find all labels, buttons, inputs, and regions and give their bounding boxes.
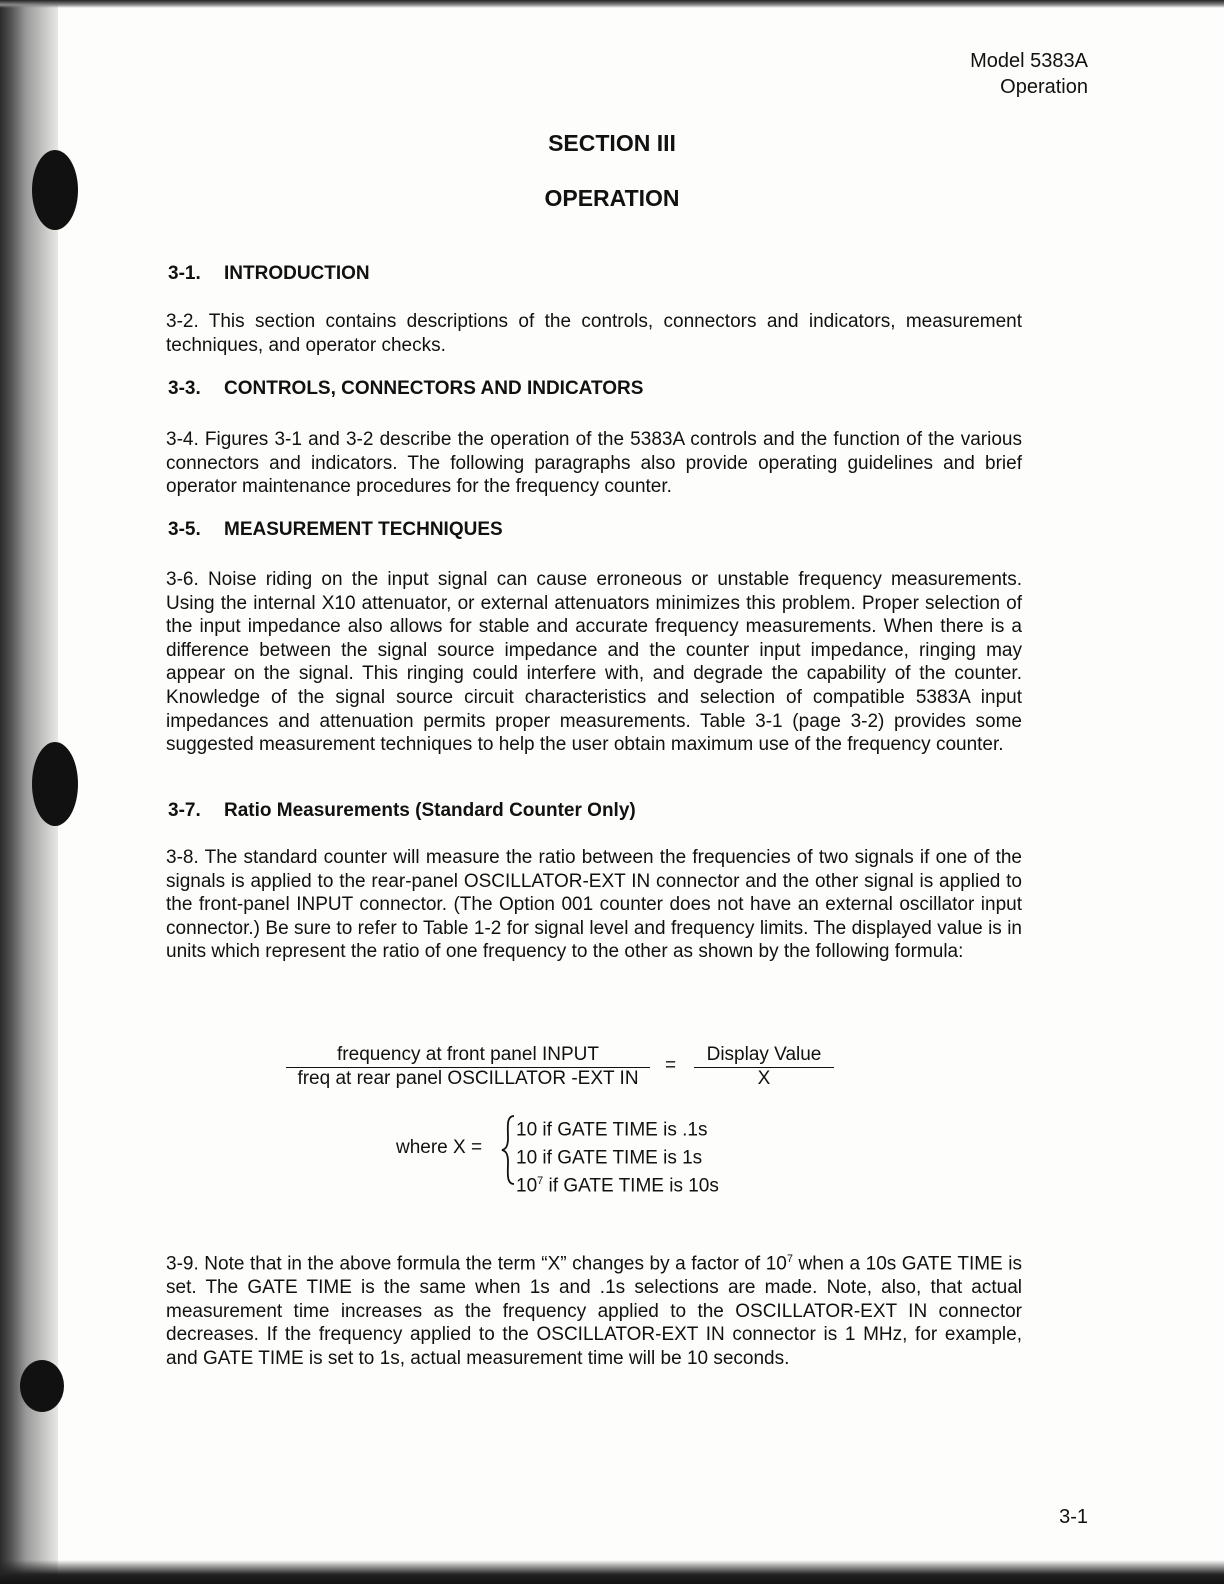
formula-case: 10 if GATE TIME is 1s	[516, 1147, 703, 1169]
formula-case: $10^7$ if GATE TIME is 10s	[516, 1174, 719, 1196]
heading-ratio-measurements	[168, 800, 636, 822]
formula-cases	[516, 1114, 719, 1197]
paragraph-3-4: 3-4. Figures 3-1 and 3-2 describe the operation of the 5383A controls and the function of the various connectors and indicators. The following paragraphs also provide operating guidelines and brief operator maintenance procedures for the frequency counter.	[166, 429, 1022, 498]
formula-lhs-fraction	[286, 1044, 650, 1090]
heading-number: 3-3.	[168, 378, 201, 399]
paragraph-3-6: 3-6. Noise riding on the input signal can cause erroneous or unstable frequency measurements. Using the internal X10 attenuator, or external attenuators minimizes this problem. Proper selection of the input impedance also allows for stable and accurate frequency measurements. When there is a difference between the signal source impedance and the counter input impedance, ringing may appear on the signal. This ringing could interfere with, and degrade the capability of the counter. Knowledge of the signal source circuit characteristics and selection of compatible 5383A input impedances and attenuation permits proper measurements. Table 3-1 (page 3-2) provides some suggested measurement techniques to help the user obtain maximum use of the frequency counter.	[166, 569, 1022, 756]
binder-hole	[32, 742, 78, 826]
heading-number: 3-7.	[168, 800, 201, 821]
heading-introduction	[168, 263, 370, 285]
heading-controls	[168, 378, 643, 400]
binder-hole	[20, 1360, 64, 1412]
heading-text: Ratio Measurements (Standard Counter Only)	[224, 800, 636, 821]
paragraph-3-2: 3-2. This section contains descriptions of the controls, connectors and indicators, measurement techniques, and operator checks.	[166, 311, 1022, 356]
formula-lhs-numerator: frequency at front panel INPUT	[286, 1044, 650, 1068]
section-subtitle: OPERATION	[544, 185, 680, 211]
heading-text: INTRODUCTION	[224, 263, 370, 284]
formula-rhs-fraction	[694, 1044, 834, 1090]
formula-lhs-denominator: freq at rear panel OSCILLATOR -EXT IN	[297, 1068, 639, 1089]
scan-top-edge	[0, 0, 1224, 8]
paragraph-3-8: 3-8. The standard counter will measure the ratio between the frequencies of two signals if one of the signals is applied to the rear-panel OSCILLATOR-EXT IN connector and the other signal is applied to the front-panel INPUT connector. (The Option 001 counter does not have an external oscillator input connector.) Be sure to refer to Table 1-2 for signal level and frequency limits. The displayed value is in units which represent the ratio of one frequency to the other as shown by the following formula:	[166, 847, 1022, 963]
heading-text: CONTROLS, CONNECTORS AND INDICATORS	[224, 378, 644, 399]
heading-text: MEASUREMENT TECHNIQUES	[224, 519, 503, 540]
formula-brace	[500, 1114, 516, 1186]
heading-number: 3-1.	[168, 263, 201, 284]
heading-number: 3-5.	[168, 519, 201, 540]
formula-rhs-numerator: Display Value	[694, 1044, 834, 1068]
formula-case: 10 if GATE TIME is .1s	[516, 1119, 708, 1141]
formula-where-label: where X =	[396, 1137, 483, 1158]
scan-bottom-edge	[0, 1560, 1224, 1584]
paragraph-3-9: 3-9. Note that in the above formula the term “X” changes by a factor of $10^7$ when a 10s GATE TIME is set. The GATE TIME is the same when 1s and .1s selections are made. Note, also, that actual measurement time increases as the frequency applied to the OSCILLATOR-EXT IN connector decreases. If the frequency applied to the OSCILLATOR-EXT IN connector is 1 MHz, for example, and GATE TIME is set to 1s, actual measurement time will be 10 seconds.	[166, 1253, 1022, 1369]
section-name: Operation	[1000, 76, 1088, 98]
page-header	[970, 48, 1088, 100]
heading-measurement-techniques	[168, 519, 503, 541]
section-title: SECTION III	[548, 130, 676, 156]
page-number: 3-1	[1059, 1506, 1088, 1528]
formula-equals: =	[665, 1055, 677, 1076]
formula-rhs-denominator: X	[757, 1068, 771, 1089]
model-label: Model 5383A	[970, 50, 1088, 72]
